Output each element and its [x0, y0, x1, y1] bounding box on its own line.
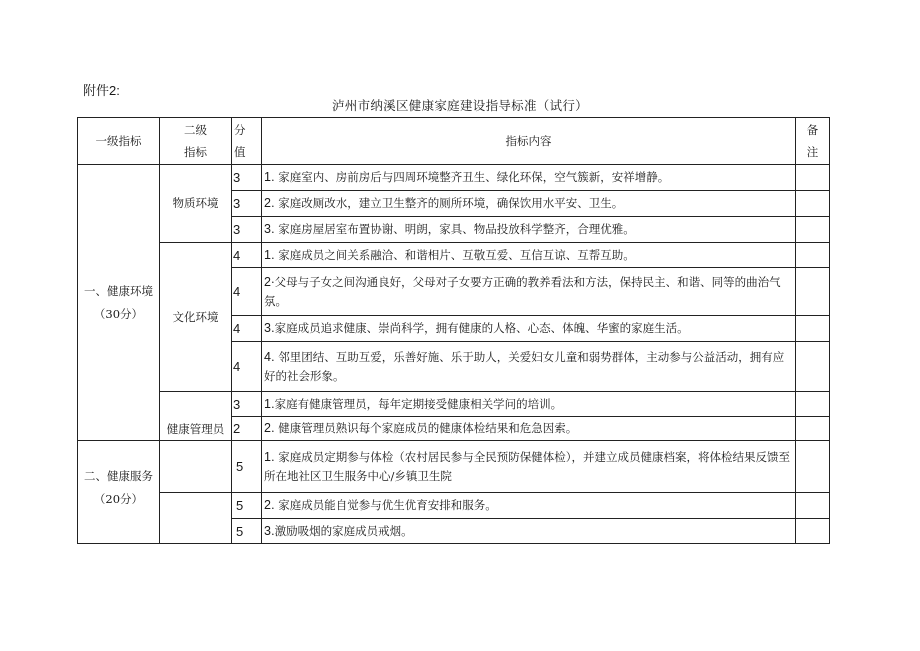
remark-cell — [796, 417, 830, 441]
content-cell: 2. 家庭成员能自觉参与优生优育安排和服务。 — [262, 493, 796, 519]
content-cell: 2. 家庭改厕改水，建立卫生整齐的厕所环境，确保饮用水平安、卫生。 — [262, 191, 796, 217]
score-cell: 5 — [232, 441, 262, 493]
remark-cell — [796, 342, 830, 392]
table-row — [78, 441, 830, 493]
content-cell: 1. 家庭成员定期参与体检（农村居民参与全民预防保健体检），并建立成员健康档案，将体检结果反馈至所在地社区卫生服务中心/乡镇卫生院 — [262, 441, 796, 493]
remark-cell — [796, 519, 830, 544]
section-health-service: 二、健康服务 （20分） — [78, 441, 160, 544]
content-cell: 4. 邻里团结、互助互爱，乐善好施、乐于助人，关爱妇女儿童和弱势群体，主动参与公益活动，拥有应好的社会形象。 — [262, 342, 796, 392]
score-cell: 3 — [232, 191, 262, 217]
subgroup-empty — [160, 493, 232, 544]
subgroup-physical-environment: 物质环境 — [160, 165, 232, 243]
content-cell: 1. 家庭室内、房前房后与四周环境整齐丑生、绿化环保，空气簇新，安祥增静。 — [262, 165, 796, 191]
content-cell: 1. 家庭成员之间关系融洽、和谐相片、互敬互爱、互信互谅、互帮互助。 — [262, 243, 796, 268]
table-row — [78, 243, 830, 268]
score-cell: 4 — [232, 268, 262, 316]
header-content: 指标内容 — [262, 118, 796, 165]
remark-cell — [796, 191, 830, 217]
table-row — [78, 392, 830, 417]
table-row — [78, 165, 830, 191]
score-cell: 3 — [232, 392, 262, 417]
score-cell: 5 — [232, 519, 262, 544]
remark-cell — [796, 217, 830, 243]
score-cell: 4 — [232, 342, 262, 392]
content-cell: 2·父母与子女之间沟通良好，父母对子女要方正确的教养看法和方法，保持民主、和谐、同等的曲治气氛。 — [262, 268, 796, 316]
subgroup-cultural-environment: 文化环境 — [160, 243, 232, 392]
attachment-label: 附件2: — [83, 83, 120, 98]
remark-cell — [796, 493, 830, 519]
remark-cell — [796, 441, 830, 493]
score-cell: 5 — [232, 493, 262, 519]
header-level1: 一级指标 — [78, 118, 160, 165]
score-cell: 2 — [232, 417, 262, 441]
content-cell: 3.激励吸烟的家庭成员戒烟。 — [262, 519, 796, 544]
subgroup-empty — [160, 441, 232, 493]
standards-table — [77, 117, 830, 544]
section-health-environment: 一、健康环境 （30分） — [78, 165, 160, 441]
score-cell: 3 — [232, 165, 262, 191]
remark-cell — [796, 316, 830, 342]
score-cell: 3 — [232, 217, 262, 243]
header-remark: 备 注 — [796, 118, 830, 165]
content-cell: 1.家庭有健康管理员，每年定期接受健康相关学问的培训。 — [262, 392, 796, 417]
remark-cell — [796, 243, 830, 268]
content-cell: 3. 家庭房屋居室布置协谢、明朗，家具、物品投放科学整齐，合理优雅。 — [262, 217, 796, 243]
header-score: 分 值 — [232, 118, 262, 165]
table-row — [78, 493, 830, 519]
content-cell: 3.家庭成员追求健康、崇尚科学，拥有健康的人格、心态、体魄、华蜜的家庭生活。 — [262, 316, 796, 342]
remark-cell — [796, 392, 830, 417]
score-cell: 4 — [232, 243, 262, 268]
header-row — [78, 118, 830, 165]
document-title: 泸州市纳溪区健康家庭建设指导标准（试行） — [331, 98, 588, 113]
remark-cell — [796, 165, 830, 191]
subgroup-health-manager: 健康管理员 — [160, 392, 232, 441]
header-level2: 二级 指标 — [160, 118, 232, 165]
score-cell: 4 — [232, 316, 262, 342]
remark-cell — [796, 268, 830, 316]
content-cell: 2. 健康管理员熟识每个家庭成员的健康体检结果和危急因索。 — [262, 417, 796, 441]
